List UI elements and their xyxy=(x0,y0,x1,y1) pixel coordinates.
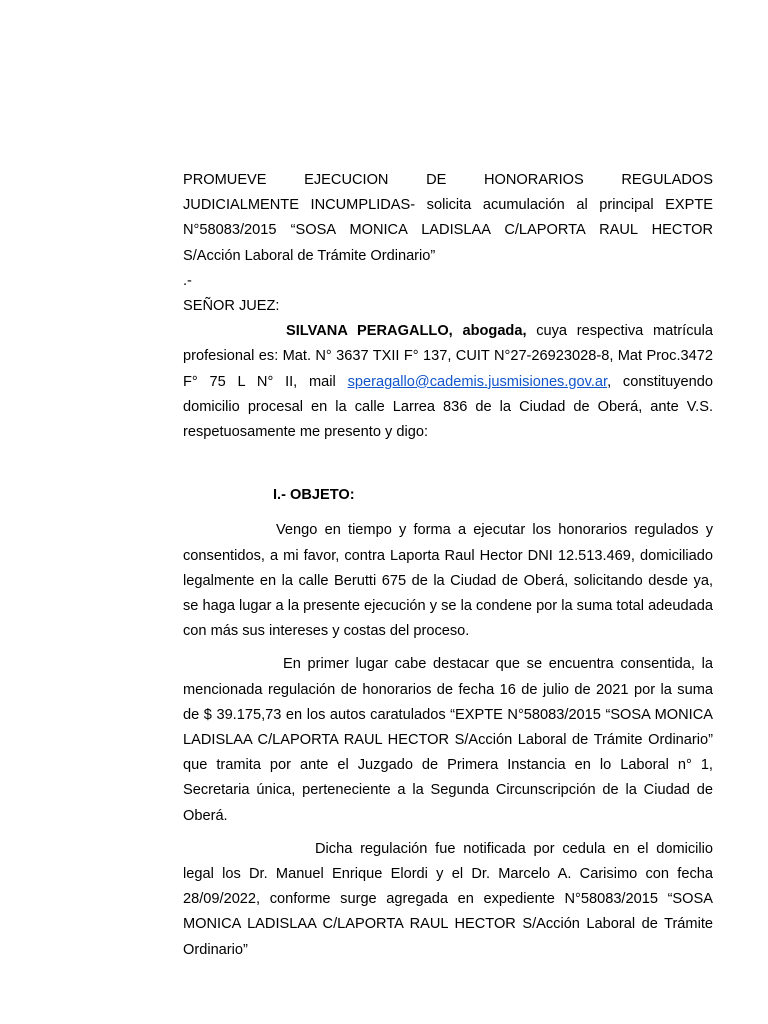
intro-text-2: , constituyendo domicilio procesal en la calle Larrea 836 de la Ciudad de Oberá, ante V.S. respetuosamente me presento y digo: xyxy=(183,373,713,441)
separator: .- xyxy=(183,272,192,289)
document-page xyxy=(183,168,713,963)
email-link[interactable]: speragallo@cademis.jusmisiones.gov.ar xyxy=(347,373,608,390)
section-heading-objeto: I.- OBJETO: xyxy=(273,487,355,504)
paragraph-1: Vengo en tiempo y forma a ejecutar los honorarios regulados y consentidos, a mi favor, contra Laporta Raul Hector DNI 12.513.469, domiciliado legalmente en la calle Berutti 675 de la Ciudad de Oberá, solicitando desde ya, se haga lugar a la presente ejecución y se la condene por la suma total adeudada con más sus intereses y costas del proceso. xyxy=(183,522,713,640)
title-line-1: PROMUEVE EJECUCION DE HONORARIOS REGULADOS xyxy=(183,172,713,188)
paragraph-3: Dicha regulación fue notificada por cedula en el domicilio legal los Dr. Manuel Enrique Elordi y el Dr. Marcelo A. Carisimo con fecha 28/09/2022, conforme surge agregada en expediente N°58083/2015 “SOSA MONICA LADISLAA C/LAPORTA RAUL HECTOR S/Acción Laboral de Trámite Ordinario” xyxy=(183,840,713,958)
intro-paragraph xyxy=(183,319,713,445)
title-line-2: JUDICIALMENTE INCUMPLIDAS- solicita acumulación al principal EXPTE N°58083/2015 “SOSA MONICA LADISLAA C/LAPORTA RAUL HECTOR S/Acción Laboral de Trámite Ordinario” xyxy=(183,197,713,264)
lawyer-role: abogada, xyxy=(462,323,527,340)
lawyer-name: SILVANA PERAGALLO, xyxy=(286,323,453,340)
salutation: SEÑOR JUEZ: xyxy=(183,298,280,315)
paragraph-2: En primer lugar cabe destacar que se encuentra consentida, la mencionada regulación de honorarios de fecha 16 de julio de 2021 por la suma de $ 39.175,73 en los autos caratulados “EXPTE N°58083/2015 “SOSA MONICA LADISLAA C/LAPORTA RAUL HECTOR S/Acción Laboral de Trámite Ordinario” que tramita por ante el Juzgado de Primera Instancia en lo Laboral n° 1, Secretaria única, perteneciente a la Segunda Circunscripción de la Ciudad de Oberá. xyxy=(183,656,713,824)
intro-text-1: cuya respectiva matrícula profesional es: Mat. N° 3637 TXII F° 137, CUIT N°27-26923028-8, Mat Proc.3472 F° 75 L N° II, mail xyxy=(183,323,713,390)
